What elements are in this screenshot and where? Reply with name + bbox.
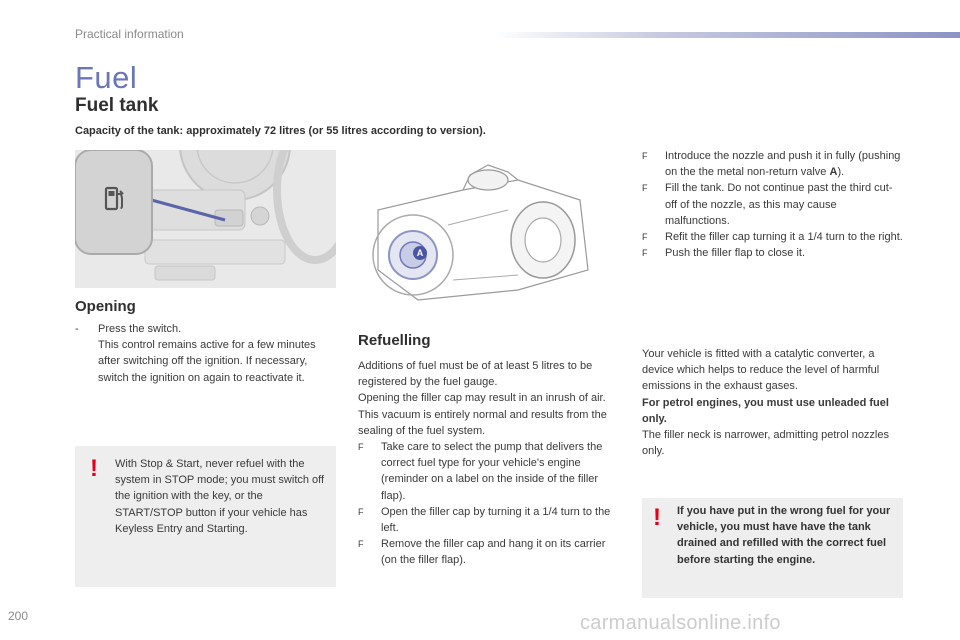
page-number: 200	[8, 609, 29, 623]
refuelling-step: Take care to select the pump that delivers the correct fuel type for your vehicle's engine (reminder on a label on the inside of the filler flap).	[381, 441, 603, 502]
refuelling-para1: Additions of fuel must be of at least 5 litres to be registered by the fuel gauge.	[358, 360, 593, 389]
opening-step-line2: This control remains active for a few minutes after switching off the ignition. If necessary, switch the ignition on again to reactivate it.	[98, 339, 316, 384]
wrong-fuel-warning-box	[642, 498, 903, 598]
bullet-arrow-icon: F	[358, 539, 364, 550]
warning-exclamation-icon: !	[653, 504, 661, 531]
stop-start-warning-text: With Stop & Start, never refuel with the system in STOP mode; you must switch off the ignition with the key, or the START/STOP button if your vehicle has Keyless Entry and Starting.	[115, 458, 325, 535]
opening-instructions	[75, 321, 330, 386]
refuelling-instructions	[358, 358, 623, 569]
catalytic-unleaded-note: For petrol engines, you must use unleaded fuel only.	[642, 396, 889, 425]
wrong-fuel-warning-text: If you have put in the wrong fuel for your vehicle, you must have have the tank drained and refilled with the correct fuel before starting the engine.	[677, 505, 891, 566]
refuelling-heading: Refuelling	[358, 332, 431, 349]
diagram-callout-a: A	[416, 248, 424, 258]
refuelling-continued-steps	[642, 148, 904, 261]
page-subtitle: Fuel tank	[75, 95, 159, 116]
step3: Refit the filler cap turning it a 1/4 turn to the right.	[665, 231, 903, 244]
bullet-arrow-icon: F	[642, 248, 648, 259]
dash-marker: -	[75, 323, 79, 335]
dashboard-switch-photo	[75, 150, 336, 288]
header-section-name: Practical information	[75, 27, 184, 41]
list-item	[642, 148, 904, 180]
filler-neck-diagram	[358, 150, 602, 320]
watermark: carmanualsonline.info	[580, 612, 781, 634]
warning-exclamation-icon: !	[90, 455, 98, 482]
dashboard-illustration	[75, 150, 336, 288]
stop-start-warning-box	[75, 446, 336, 587]
catalytic-para1: Your vehicle is fitted with a catalytic converter, a device which helps to reduce the level of harmful emissions in the exhaust gases.	[642, 348, 880, 393]
opening-step-line1: Press the switch.	[98, 323, 182, 335]
bullet-arrow-icon: F	[642, 232, 648, 243]
bullet-arrow-icon: F	[642, 183, 648, 194]
list-item	[358, 536, 623, 568]
step2: Fill the tank. Do not continue past the third cut-off of the nozzle, as this may cause malfunctions.	[665, 182, 893, 227]
valve-ref-a: A	[829, 166, 838, 179]
refuelling-step: Open the filler cap by turning it a 1/4 turn to the left.	[381, 505, 611, 535]
list-item	[358, 439, 623, 504]
bullet-arrow-icon: F	[358, 442, 364, 453]
tank-capacity-note: Capacity of the tank: approximately 72 litres (or 55 litres according to version).	[75, 125, 486, 137]
refuelling-para2: Opening the filler cap may result in an inrush of air. This vacuum is entirely normal and results from the sealing of the fuel system.	[358, 392, 607, 437]
header-decorative-bar	[493, 32, 960, 38]
bullet-arrow-icon: F	[358, 506, 364, 517]
bullet-arrow-icon: F	[642, 151, 648, 161]
step1-main: Introduce the nozzle and push it in fully (pushing on the the metal non-return valve	[665, 150, 901, 179]
list-item	[642, 180, 904, 229]
list-item	[75, 321, 330, 386]
fuel-pump-icon	[104, 186, 126, 217]
opening-heading: Opening	[75, 298, 136, 315]
list-item	[642, 245, 904, 261]
step1-end: ).	[837, 166, 845, 179]
list-item	[358, 504, 623, 536]
filler-cap-illustration	[358, 150, 602, 320]
catalytic-converter-note	[642, 346, 902, 459]
list-item	[642, 229, 904, 245]
catalytic-para3: The filler neck is narrower, admitting petrol nozzles only.	[642, 429, 889, 458]
page-title: Fuel	[75, 60, 138, 95]
refuelling-step: Remove the filler cap and hang it on its carrier (on the filler flap).	[381, 538, 606, 567]
step4: Push the filler flap to close it.	[665, 247, 806, 260]
